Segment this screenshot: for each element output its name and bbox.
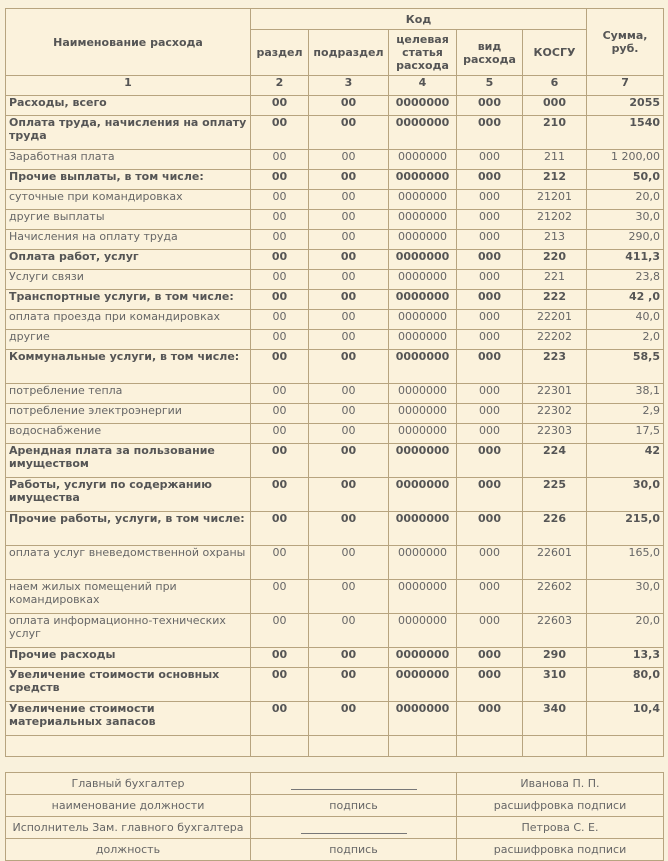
cell-t: 0000000 [389,350,457,384]
cell-name: Прочие расходы [6,648,251,668]
cell-k: 220 [523,250,587,270]
cell-k: 212 [523,170,587,190]
table-row [6,270,664,290]
cell-t: 0000000 [389,512,457,546]
cell-v: 000 [457,546,523,580]
col-num-6: 6 [523,76,587,96]
cell-p: 00 [309,330,389,350]
executor-label: Исполнитель Зам. главного бухгалтера [6,817,251,839]
cell-k: 223 [523,350,587,384]
cell-s: 2,9 [587,404,664,424]
cell-r: 00 [251,350,309,384]
cell-t: 0000000 [389,444,457,478]
cell-t: 0000000 [389,250,457,270]
cell-v: 000 [457,96,523,116]
cell-p: 00 [309,170,389,190]
cell-p: 00 [309,478,389,512]
cell-p: 00 [309,648,389,668]
cell-t: 0000000 [389,116,457,150]
cell-s: 2055 [587,96,664,116]
cell-p: 00 [309,424,389,444]
cell-r: 00 [251,614,309,648]
cell-name: Увеличение стоимости материальных запасов [6,702,251,736]
cell-p: 00 [309,230,389,250]
table-row [6,330,664,350]
table-row [6,580,664,614]
cell-r: 00 [251,512,309,546]
cell-p: 00 [309,668,389,702]
cell-r: 00 [251,170,309,190]
cell-name: другие [6,330,251,350]
cell-t: 0000000 [389,668,457,702]
cell-t: 0000000 [389,330,457,350]
cell-p: 00 [309,96,389,116]
table-row [6,478,664,512]
signature-block [5,772,664,861]
table-row [6,512,664,546]
cell-v: 000 [457,190,523,210]
col-num-4: 4 [389,76,457,96]
table-row [6,190,664,210]
chief-signature-line [251,773,457,795]
cell-k: 22202 [523,330,587,350]
cell-r: 00 [251,96,309,116]
cell-k: 310 [523,668,587,702]
cell-r: 00 [251,310,309,330]
cell-t: 0000000 [389,478,457,512]
cell-s: 38,1 [587,384,664,404]
cell-name: другие выплаты [6,210,251,230]
cell-p: 00 [309,546,389,580]
cell-r: 00 [251,250,309,270]
cell-p: 00 [309,512,389,546]
table-row [6,444,664,478]
cell-name: суточные при командировках [6,190,251,210]
decode-caption-2: расшифровка подписи [457,839,664,861]
cell-v: 000 [457,668,523,702]
column-numbers-row [6,76,664,96]
cell-r: 00 [251,210,309,230]
header-subsection: подраздел [309,30,389,76]
cell-s: 290,0 [587,230,664,250]
cell-v: 000 [457,230,523,250]
cell-t: 0000000 [389,190,457,210]
cell-v: 000 [457,350,523,384]
cell-k: 000 [523,96,587,116]
cell-p: 00 [309,210,389,230]
cell-v: 000 [457,614,523,648]
cell-t: 0000000 [389,404,457,424]
cell-r: 00 [251,116,309,150]
cell-t: 0000000 [389,424,457,444]
cell-r: 00 [251,330,309,350]
cell-t: 0000000 [389,702,457,736]
cell-p: 00 [309,350,389,384]
cell-v: 000 [457,290,523,310]
table-row [6,170,664,190]
cell-s: 411,3 [587,250,664,270]
cell-k: 210 [523,116,587,150]
empty-row [6,736,664,757]
cell-v: 000 [457,424,523,444]
cell-k: 22301 [523,384,587,404]
table-row [6,310,664,330]
cell-p: 00 [309,404,389,424]
cell-r: 00 [251,190,309,210]
cell-name: Прочие работы, услуги, в том числе: [6,512,251,546]
cell-s: 30,0 [587,580,664,614]
col-num-3: 3 [309,76,389,96]
cell-r: 00 [251,668,309,702]
expense-rows [6,96,664,757]
table-row [6,96,664,116]
cell-s: 17,5 [587,424,664,444]
executor-signature-line [251,817,457,839]
cell-s: 10,4 [587,702,664,736]
cell-t: 0000000 [389,230,457,250]
cell-k: 22201 [523,310,587,330]
cell-s: 42 [587,444,664,478]
cell-name: Арендная плата за пользование имуществом [6,444,251,478]
cell-v: 000 [457,270,523,290]
cell-r: 00 [251,270,309,290]
cell-v: 000 [457,116,523,150]
col-num-5: 5 [457,76,523,96]
cell-r: 00 [251,290,309,310]
cell-p: 00 [309,384,389,404]
cell-v: 000 [457,580,523,614]
cell-r: 00 [251,424,309,444]
cell-p: 00 [309,580,389,614]
cell-k: 213 [523,230,587,250]
cell-k: 225 [523,478,587,512]
cell-v: 000 [457,384,523,404]
cell-name: потребление электроэнергии [6,404,251,424]
cell-s: 58,5 [587,350,664,384]
table-row [6,648,664,668]
expense-table [5,8,664,757]
cell-t: 0000000 [389,270,457,290]
chief-accountant-name: Иванова П. П. [457,773,664,795]
table-row [6,424,664,444]
cell-name: Коммунальные услуги, в том числе: [6,350,251,384]
cell-v: 000 [457,150,523,170]
cell-t: 0000000 [389,170,457,190]
cell-t: 0000000 [389,384,457,404]
position-caption: наименование должности [6,795,251,817]
cell-k: 211 [523,150,587,170]
cell-name: Оплата труда, начисления на оплату труда [6,116,251,150]
decode-caption: расшифровка подписи [457,795,664,817]
cell-s: 23,8 [587,270,664,290]
cell-s: 20,0 [587,614,664,648]
cell-v: 000 [457,478,523,512]
cell-k: 221 [523,270,587,290]
cell-s: 2,0 [587,330,664,350]
cell-s: 165,0 [587,546,664,580]
cell-t: 0000000 [389,648,457,668]
cell-p: 00 [309,270,389,290]
cell-s: 30,0 [587,478,664,512]
cell-p: 00 [309,190,389,210]
cell-p: 00 [309,614,389,648]
cell-s: 1540 [587,116,664,150]
cell-p: 00 [309,310,389,330]
cell-v: 000 [457,170,523,190]
cell-name: водоснабжение [6,424,251,444]
table-row [6,614,664,648]
cell-s: 30,0 [587,210,664,230]
table-row [6,290,664,310]
header-target: целевая статья расхода [389,30,457,76]
table-row [6,404,664,424]
cell-name: Оплата работ, услуг [6,250,251,270]
cell-v: 000 [457,648,523,668]
cell-r: 00 [251,404,309,424]
header-kosgu: КОСГУ [523,30,587,76]
cell-r: 00 [251,580,309,614]
cell-r: 00 [251,478,309,512]
cell-t: 0000000 [389,150,457,170]
cell-k: 22303 [523,424,587,444]
cell-v: 000 [457,330,523,350]
cell-v: 000 [457,210,523,230]
col-num-1: 1 [6,76,251,96]
cell-name: Увеличение стоимости основных средств [6,668,251,702]
cell-name: оплата услуг вневедомственной охраны [6,546,251,580]
table-row [6,384,664,404]
cell-name: потребление тепла [6,384,251,404]
header-name: Наименование расхода [6,9,251,76]
cell-name: Работы, услуги по содержанию имущества [6,478,251,512]
cell-s: 13,3 [587,648,664,668]
cell-name: наем жилых помещений при командировках [6,580,251,614]
table-row [6,210,664,230]
header-sum: Сумма, руб. [587,9,664,76]
cell-name: оплата информационно-технических услуг [6,614,251,648]
table-row [6,668,664,702]
cell-t: 0000000 [389,614,457,648]
cell-t: 0000000 [389,310,457,330]
cell-r: 00 [251,150,309,170]
cell-k: 22302 [523,404,587,424]
table-row [6,546,664,580]
chief-accountant-label: Главный бухгалтер [6,773,251,795]
cell-name: Заработная плата [6,150,251,170]
cell-name: Начисления на оплату труда [6,230,251,250]
table-row [6,250,664,270]
cell-p: 00 [309,150,389,170]
cell-v: 000 [457,404,523,424]
cell-k: 222 [523,290,587,310]
cell-k: 22601 [523,546,587,580]
cell-s: 215,0 [587,512,664,546]
cell-k: 21202 [523,210,587,230]
cell-k: 226 [523,512,587,546]
cell-k: 290 [523,648,587,668]
table-row [6,350,664,384]
cell-name: Расходы, всего [6,96,251,116]
cell-k: 21201 [523,190,587,210]
cell-t: 0000000 [389,546,457,580]
col-num-2: 2 [251,76,309,96]
table-row [6,116,664,150]
executor-name: Петрова С. Е. [457,817,664,839]
cell-k: 22602 [523,580,587,614]
cell-v: 000 [457,310,523,330]
cell-r: 00 [251,444,309,478]
cell-s: 50,0 [587,170,664,190]
cell-s: 42 ,0 [587,290,664,310]
cell-p: 00 [309,444,389,478]
cell-v: 000 [457,702,523,736]
cell-r: 00 [251,702,309,736]
cell-p: 00 [309,116,389,150]
cell-r: 00 [251,546,309,580]
header-kind: вид расхода [457,30,523,76]
cell-s: 40,0 [587,310,664,330]
cell-s: 80,0 [587,668,664,702]
cell-name: Транспортные услуги, в том числе: [6,290,251,310]
signature-caption-2: подпись [251,839,457,861]
cell-k: 22603 [523,614,587,648]
col-num-7: 7 [587,76,664,96]
table-row [6,702,664,736]
cell-t: 0000000 [389,580,457,614]
cell-v: 000 [457,250,523,270]
cell-name: Прочие выплаты, в том числе: [6,170,251,190]
cell-t: 0000000 [389,96,457,116]
header-section: раздел [251,30,309,76]
position-caption-2: должность [6,839,251,861]
cell-s: 20,0 [587,190,664,210]
cell-t: 0000000 [389,210,457,230]
cell-p: 00 [309,250,389,270]
header-code: Код [251,9,587,30]
cell-p: 00 [309,290,389,310]
signature-caption: подпись [251,795,457,817]
cell-name: оплата проезда при командировках [6,310,251,330]
cell-v: 000 [457,512,523,546]
cell-r: 00 [251,230,309,250]
cell-v: 000 [457,444,523,478]
cell-t: 0000000 [389,290,457,310]
cell-k: 224 [523,444,587,478]
cell-name: Услуги связи [6,270,251,290]
cell-s: 1 200,00 [587,150,664,170]
cell-r: 00 [251,384,309,404]
table-row [6,230,664,250]
cell-p: 00 [309,702,389,736]
table-row [6,150,664,170]
cell-k: 340 [523,702,587,736]
cell-r: 00 [251,648,309,668]
